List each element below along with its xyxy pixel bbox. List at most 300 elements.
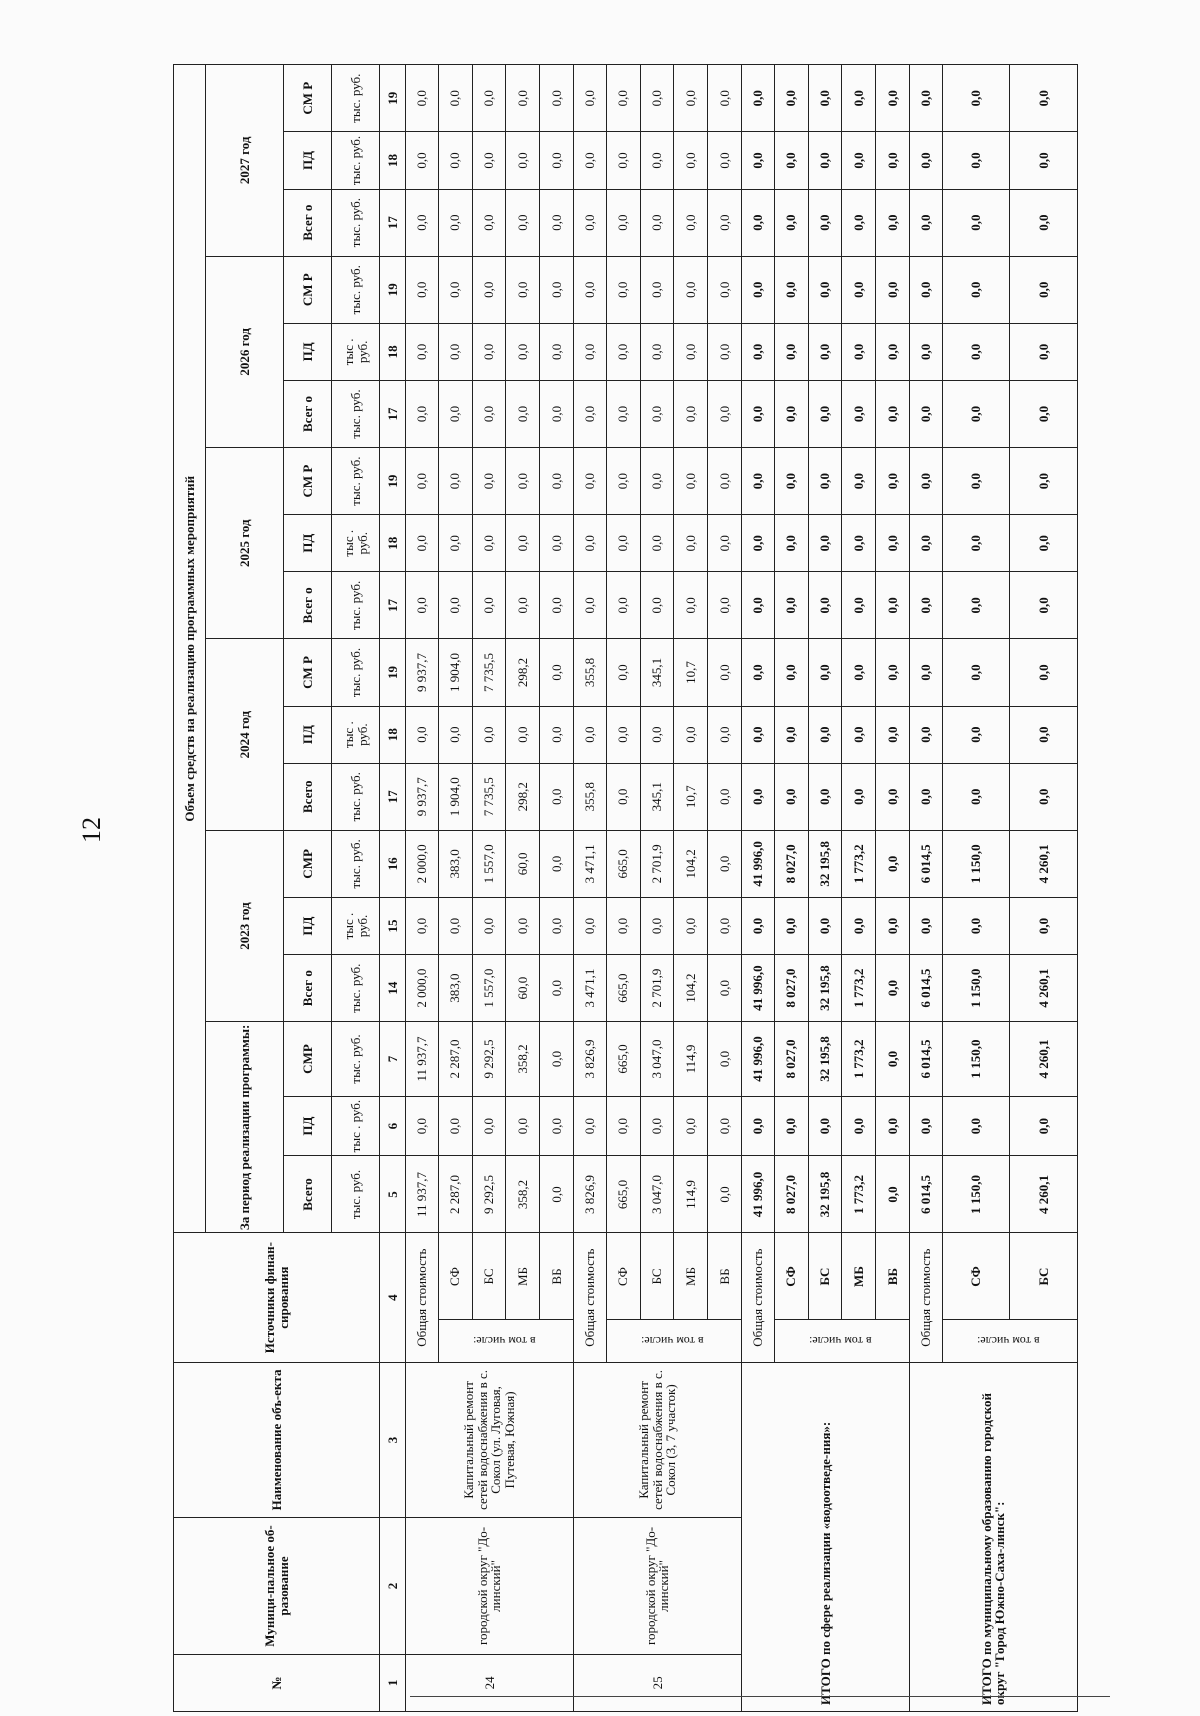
value-cell: 0,0	[708, 572, 742, 639]
value-cell: 0,0	[438, 897, 472, 954]
col-number: 18	[380, 515, 406, 572]
value-cell: 9 937,7	[406, 763, 439, 830]
hdr-sources: Источники финан-сирования	[174, 1233, 380, 1362]
value-cell: 0,0	[573, 65, 606, 132]
value-cell: 0,0	[942, 763, 1010, 830]
source-code: МБ	[842, 1233, 876, 1320]
value-cell: 0,0	[942, 448, 1010, 515]
value-cell: 4 260,1	[1010, 1156, 1078, 1233]
value-cell: 0,0	[909, 448, 942, 515]
unit-cell: тыс. руб.	[332, 1022, 380, 1097]
value-cell: 104,2	[674, 830, 708, 897]
value-cell: 0,0	[942, 323, 1010, 380]
value-cell: 0,0	[506, 706, 540, 763]
value-cell: 0,0	[606, 65, 640, 132]
value-cell: 1 150,0	[942, 1022, 1010, 1097]
source-code: СФ	[942, 1233, 1010, 1320]
value-cell: 3 471,1	[573, 955, 606, 1022]
value-cell: 0,0	[774, 572, 808, 639]
value-cell: 0,0	[808, 189, 842, 256]
col-number: 19	[380, 639, 406, 706]
value-cell: 0,0	[606, 256, 640, 323]
value-cell: 0,0	[438, 256, 472, 323]
value-cell: 0,0	[708, 763, 742, 830]
col-number: 17	[380, 763, 406, 830]
hdr-pd: ПД	[284, 1096, 332, 1156]
value-cell: 0,0	[808, 763, 842, 830]
value-cell: 10,7	[674, 639, 708, 706]
including-text: в том числе:	[641, 1334, 704, 1349]
value-cell: 0,0	[876, 830, 910, 897]
col-number: 15	[380, 897, 406, 954]
value-cell: 0,0	[540, 572, 574, 639]
value-cell: 0,0	[708, 132, 742, 189]
value-cell: 0,0	[774, 189, 808, 256]
table-row	[909, 65, 942, 1712]
value-cell: 2 000,0	[406, 830, 439, 897]
value-cell: 0,0	[1010, 897, 1078, 954]
value-cell: 0,0	[842, 256, 876, 323]
value-cell: 0,0	[774, 763, 808, 830]
municipality-cell: городской округ "До-линский"	[573, 1518, 741, 1655]
value-cell: 0,0	[573, 1096, 606, 1156]
value-cell: 0,0	[472, 448, 506, 515]
value-cell: 0,0	[438, 132, 472, 189]
source-code: СФ	[774, 1233, 808, 1320]
col-number: 7	[380, 1022, 406, 1097]
value-cell: 0,0	[438, 706, 472, 763]
value-cell: 665,0	[606, 1156, 640, 1233]
value-cell: 0,0	[708, 1156, 742, 1233]
value-cell: 41 996,0	[741, 1156, 774, 1233]
value-cell: 0,0	[909, 380, 942, 447]
value-cell: 1 557,0	[472, 830, 506, 897]
value-cell: 0,0	[808, 897, 842, 954]
value-cell: 0,0	[506, 189, 540, 256]
value-cell: 0,0	[708, 639, 742, 706]
source-code: ВБ	[876, 1233, 910, 1320]
value-cell: 0,0	[674, 189, 708, 256]
value-cell: 0,0	[942, 639, 1010, 706]
value-cell: 3 826,9	[573, 1156, 606, 1233]
hdr-smr: СМ Р	[284, 448, 332, 515]
unit-cell: тыс. руб.	[332, 65, 380, 132]
hdr-smr: СМ Р	[284, 256, 332, 323]
municipality-cell: городской округ "До-линский"	[406, 1518, 574, 1655]
value-cell: 0,0	[606, 897, 640, 954]
value-cell: 0,0	[506, 132, 540, 189]
hdr-smr: СМР	[284, 830, 332, 897]
value-cell: 0,0	[606, 572, 640, 639]
value-cell: 41 996,0	[741, 830, 774, 897]
value-cell: 0,0	[741, 515, 774, 572]
value-cell: 0,0	[741, 639, 774, 706]
value-cell: 0,0	[808, 639, 842, 706]
value-cell: 0,0	[472, 1096, 506, 1156]
value-cell: 0,0	[741, 132, 774, 189]
value-cell: 1 773,2	[842, 955, 876, 1022]
value-cell: 9 937,7	[406, 639, 439, 706]
value-cell: 0,0	[606, 380, 640, 447]
value-cell: 0,0	[876, 65, 910, 132]
value-cell: 0,0	[438, 189, 472, 256]
value-cell: 0,0	[674, 897, 708, 954]
value-cell: 0,0	[741, 256, 774, 323]
hdr-total: Всег о	[284, 189, 332, 256]
value-cell: 0,0	[472, 706, 506, 763]
value-cell: 0,0	[506, 380, 540, 447]
unit-cell: тыс. руб.	[332, 380, 380, 447]
value-cell: 0,0	[808, 572, 842, 639]
value-cell: 0,0	[540, 65, 574, 132]
value-cell: 0,0	[808, 706, 842, 763]
value-cell: 0,0	[708, 897, 742, 954]
total-cost-label: Общая стоимость	[573, 1233, 606, 1362]
value-cell: 0,0	[506, 256, 540, 323]
value-cell: 0,0	[876, 448, 910, 515]
value-cell: 2 287,0	[438, 1022, 472, 1097]
value-cell: 0,0	[606, 448, 640, 515]
including-label	[942, 1320, 1077, 1362]
value-cell: 0,0	[506, 1096, 540, 1156]
value-cell: 0,0	[842, 65, 876, 132]
value-cell: 0,0	[472, 132, 506, 189]
value-cell: 11 937,7	[406, 1156, 439, 1233]
value-cell: 0,0	[942, 515, 1010, 572]
col-number: 18	[380, 132, 406, 189]
hdr-smr: СМ Р	[284, 639, 332, 706]
value-cell: 0,0	[774, 323, 808, 380]
hdr-period-total: За период реализации программы:	[206, 1022, 284, 1233]
value-cell: 3 047,0	[640, 1156, 674, 1233]
value-cell: 0,0	[674, 1096, 708, 1156]
value-cell: 0,0	[540, 380, 574, 447]
object-name-cell: Капитальный ремонт сетей водоснабжения в с. Сокол (ул. Луговая, Путевая, Южная)	[406, 1362, 574, 1517]
value-cell: 383,0	[438, 955, 472, 1022]
value-cell: 0,0	[909, 639, 942, 706]
value-cell: 665,0	[606, 1022, 640, 1097]
value-cell: 0,0	[472, 323, 506, 380]
col-number: 2	[380, 1518, 406, 1655]
col-number: 5	[380, 1156, 406, 1233]
value-cell: 0,0	[741, 572, 774, 639]
value-cell: 0,0	[708, 1022, 742, 1097]
value-cell: 0,0	[640, 256, 674, 323]
value-cell: 0,0	[876, 1156, 910, 1233]
value-cell: 0,0	[573, 572, 606, 639]
value-cell: 9 292,5	[472, 1022, 506, 1097]
col-number: 4	[380, 1233, 406, 1362]
value-cell: 0,0	[606, 515, 640, 572]
value-cell: 0,0	[876, 706, 910, 763]
value-cell: 0,0	[842, 706, 876, 763]
financing-table	[173, 64, 1078, 1712]
value-cell: 0,0	[438, 448, 472, 515]
value-cell: 0,0	[640, 189, 674, 256]
value-cell: 2 000,0	[406, 955, 439, 1022]
value-cell: 0,0	[506, 572, 540, 639]
table-inner	[173, 64, 1078, 1712]
value-cell: 0,0	[876, 323, 910, 380]
value-cell: 0,0	[876, 256, 910, 323]
unit-cell: тыс . руб.	[332, 1096, 380, 1156]
value-cell: 0,0	[472, 515, 506, 572]
hdr-total: Всег о	[284, 955, 332, 1022]
col-number: 18	[380, 706, 406, 763]
value-cell: 6 014,5	[909, 1156, 942, 1233]
row-number: 24	[406, 1654, 574, 1711]
source-code: БС	[1010, 1233, 1078, 1320]
value-cell: 0,0	[876, 572, 910, 639]
unit-cell: тыс . руб.	[332, 897, 380, 954]
col-number: 6	[380, 1096, 406, 1156]
value-cell: 0,0	[842, 639, 876, 706]
value-cell: 0,0	[774, 256, 808, 323]
source-code: СФ	[438, 1233, 472, 1320]
hdr-smr: СМ Р	[284, 65, 332, 132]
unit-cell: тыс. руб.	[332, 132, 380, 189]
unit-cell: тыс. руб.	[332, 763, 380, 830]
value-cell: 0,0	[640, 323, 674, 380]
value-cell: 0,0	[540, 323, 574, 380]
value-cell: 0,0	[1010, 763, 1078, 830]
value-cell: 0,0	[741, 1096, 774, 1156]
value-cell: 0,0	[708, 515, 742, 572]
value-cell: 0,0	[540, 1156, 574, 1233]
value-cell: 0,0	[1010, 132, 1078, 189]
value-cell: 0,0	[640, 515, 674, 572]
value-cell: 0,0	[674, 515, 708, 572]
value-cell: 0,0	[674, 323, 708, 380]
unit-cell: тыс. руб.	[332, 1156, 380, 1233]
value-cell: 0,0	[876, 763, 910, 830]
value-cell: 60,0	[506, 830, 540, 897]
hdr-year-2023: 2023 год	[206, 830, 284, 1021]
value-cell: 0,0	[506, 897, 540, 954]
hdr-no: №	[174, 1654, 380, 1711]
value-cell: 0,0	[1010, 256, 1078, 323]
value-cell: 32 195,8	[808, 955, 842, 1022]
value-cell: 0,0	[909, 132, 942, 189]
value-cell: 0,0	[774, 897, 808, 954]
value-cell: 7 735,5	[472, 639, 506, 706]
value-cell: 0,0	[606, 706, 640, 763]
col-number: 14	[380, 955, 406, 1022]
value-cell: 11 937,7	[406, 1022, 439, 1097]
value-cell: 0,0	[942, 897, 1010, 954]
value-cell: 0,0	[406, 706, 439, 763]
value-cell: 1 773,2	[842, 1156, 876, 1233]
value-cell: 2 701,9	[640, 830, 674, 897]
value-cell: 0,0	[540, 515, 574, 572]
source-code: СФ	[606, 1233, 640, 1320]
hdr-volume: Объем средств на реализацию программных мероприятий	[174, 65, 206, 1234]
value-cell: 0,0	[876, 380, 910, 447]
value-cell: 0,0	[876, 132, 910, 189]
value-cell: 0,0	[573, 706, 606, 763]
value-cell: 2 701,9	[640, 955, 674, 1022]
unit-cell: тыс. руб.	[332, 256, 380, 323]
value-cell: 0,0	[606, 323, 640, 380]
value-cell: 1 773,2	[842, 830, 876, 897]
value-cell: 0,0	[640, 706, 674, 763]
value-cell: 0,0	[1010, 380, 1078, 447]
col-number: 1	[380, 1654, 406, 1711]
value-cell: 3 826,9	[573, 1022, 606, 1097]
value-cell: 114,9	[674, 1022, 708, 1097]
unit-cell: тыс. руб.	[332, 572, 380, 639]
value-cell: 0,0	[708, 189, 742, 256]
value-cell: 0,0	[942, 1096, 1010, 1156]
value-cell: 1 904,0	[438, 763, 472, 830]
value-cell: 0,0	[438, 323, 472, 380]
value-cell: 383,0	[438, 830, 472, 897]
value-cell: 0,0	[1010, 65, 1078, 132]
value-cell: 0,0	[808, 515, 842, 572]
value-cell: 0,0	[774, 1096, 808, 1156]
value-cell: 0,0	[1010, 706, 1078, 763]
value-cell: 0,0	[876, 1096, 910, 1156]
value-cell: 0,0	[842, 380, 876, 447]
col-number: 18	[380, 323, 406, 380]
value-cell: 0,0	[1010, 515, 1078, 572]
value-cell: 0,0	[708, 955, 742, 1022]
value-cell: 0,0	[1010, 189, 1078, 256]
value-cell: 0,0	[540, 639, 574, 706]
value-cell: 6 014,5	[909, 830, 942, 897]
col-number: 19	[380, 256, 406, 323]
col-number: 17	[380, 380, 406, 447]
value-cell: 0,0	[606, 763, 640, 830]
unit-cell: тыс . руб.	[332, 515, 380, 572]
value-cell: 0,0	[540, 1022, 574, 1097]
page-number: 12	[77, 817, 106, 843]
hdr-pd: ПД	[284, 323, 332, 380]
value-cell: 0,0	[573, 132, 606, 189]
value-cell: 0,0	[406, 323, 439, 380]
including-text: в том числе:	[473, 1334, 536, 1349]
value-cell: 0,0	[1010, 639, 1078, 706]
value-cell: 1 557,0	[472, 955, 506, 1022]
value-cell: 0,0	[942, 189, 1010, 256]
source-code: ВБ	[540, 1233, 574, 1320]
value-cell: 0,0	[708, 448, 742, 515]
value-cell: 0,0	[909, 897, 942, 954]
value-cell: 0,0	[438, 572, 472, 639]
source-code: БС	[472, 1233, 506, 1320]
value-cell: 32 195,8	[808, 1156, 842, 1233]
hdr-total: Всег о	[284, 380, 332, 447]
value-cell: 358,2	[506, 1022, 540, 1097]
table-row	[741, 65, 774, 1712]
value-cell: 0,0	[573, 448, 606, 515]
unit-cell: тыс . руб.	[332, 706, 380, 763]
value-cell: 0,0	[540, 763, 574, 830]
unit-cell: тыс . руб.	[332, 323, 380, 380]
value-cell: 32 195,8	[808, 1022, 842, 1097]
total-title-cell: ИТОГО по сфере реализации «водоотведе-ния»:	[741, 1362, 909, 1711]
value-cell: 6 014,5	[909, 955, 942, 1022]
value-cell: 0,0	[472, 897, 506, 954]
value-cell: 0,0	[540, 189, 574, 256]
value-cell: 0,0	[842, 1096, 876, 1156]
hdr-pd: ПД	[284, 897, 332, 954]
value-cell: 2 287,0	[438, 1156, 472, 1233]
value-cell: 0,0	[674, 65, 708, 132]
value-cell: 0,0	[472, 572, 506, 639]
value-cell: 0,0	[606, 639, 640, 706]
value-cell: 0,0	[708, 256, 742, 323]
unit-cell: тыс. руб.	[332, 189, 380, 256]
value-cell: 355,8	[573, 763, 606, 830]
value-cell: 0,0	[472, 256, 506, 323]
value-cell: 7 735,5	[472, 763, 506, 830]
including-text: в том числе:	[977, 1334, 1040, 1349]
value-cell: 0,0	[438, 1096, 472, 1156]
value-cell: 0,0	[842, 515, 876, 572]
value-cell: 0,0	[640, 1096, 674, 1156]
value-cell: 0,0	[472, 380, 506, 447]
col-number: 3	[380, 1362, 406, 1517]
value-cell: 0,0	[674, 380, 708, 447]
unit-cell: тыс. руб.	[332, 830, 380, 897]
value-cell: 104,2	[674, 955, 708, 1022]
hdr-total: Всег о	[284, 572, 332, 639]
value-cell: 0,0	[741, 323, 774, 380]
hdr-smr: СМР	[284, 1022, 332, 1097]
value-cell: 0,0	[808, 380, 842, 447]
value-cell: 9 292,5	[472, 1156, 506, 1233]
source-code: БС	[808, 1233, 842, 1320]
value-cell: 0,0	[842, 189, 876, 256]
value-cell: 0,0	[942, 706, 1010, 763]
value-cell: 0,0	[472, 189, 506, 256]
value-cell: 0,0	[942, 132, 1010, 189]
total-cost-label: Общая стоимость	[406, 1233, 439, 1362]
value-cell: 0,0	[606, 132, 640, 189]
value-cell: 0,0	[406, 65, 439, 132]
value-cell: 0,0	[1010, 1096, 1078, 1156]
value-cell: 4 260,1	[1010, 955, 1078, 1022]
rotated-table-container	[173, 64, 1200, 1705]
value-cell: 1 773,2	[842, 1022, 876, 1097]
value-cell: 0,0	[708, 1096, 742, 1156]
value-cell: 0,0	[808, 323, 842, 380]
value-cell: 1 904,0	[438, 639, 472, 706]
value-cell: 0,0	[774, 380, 808, 447]
value-cell: 355,8	[573, 639, 606, 706]
value-cell: 0,0	[942, 256, 1010, 323]
value-cell: 0,0	[540, 448, 574, 515]
value-cell: 0,0	[540, 830, 574, 897]
value-cell: 0,0	[741, 189, 774, 256]
value-cell: 0,0	[842, 323, 876, 380]
value-cell: 0,0	[406, 189, 439, 256]
total-cost-label: Общая стоимость	[741, 1233, 774, 1362]
value-cell: 0,0	[640, 132, 674, 189]
value-cell: 3 471,1	[573, 830, 606, 897]
value-cell: 0,0	[406, 572, 439, 639]
value-cell: 0,0	[606, 1096, 640, 1156]
value-cell: 0,0	[406, 1096, 439, 1156]
value-cell: 8 027,0	[774, 955, 808, 1022]
value-cell: 0,0	[909, 515, 942, 572]
value-cell: 0,0	[674, 132, 708, 189]
value-cell: 0,0	[909, 763, 942, 830]
source-code: МБ	[506, 1233, 540, 1320]
col-number: 19	[380, 65, 406, 132]
value-cell: 0,0	[774, 639, 808, 706]
